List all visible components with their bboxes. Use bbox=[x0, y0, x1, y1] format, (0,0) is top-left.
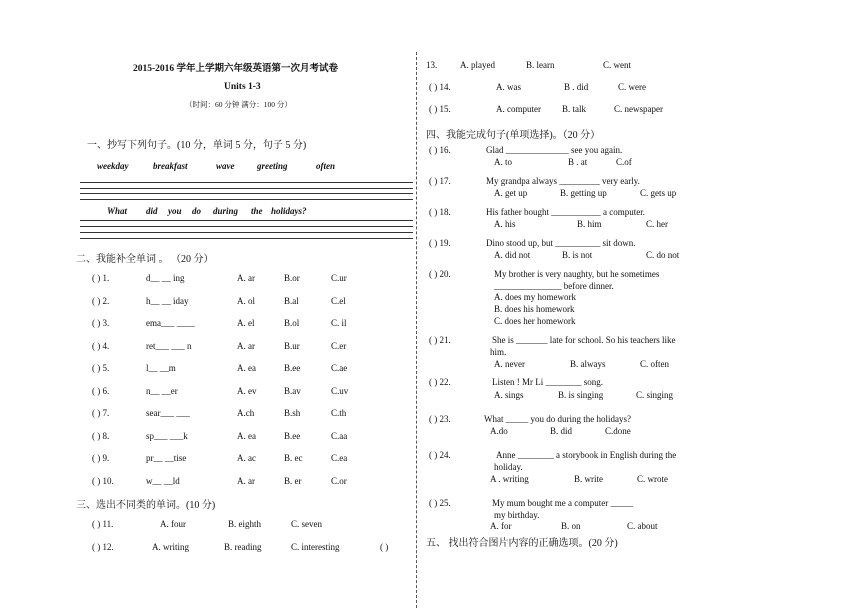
option-c: C. went bbox=[603, 60, 631, 70]
option-a: A. to bbox=[494, 157, 512, 167]
word-blank: pr__ __tise bbox=[146, 453, 187, 463]
option-a: A. four bbox=[160, 519, 186, 529]
option-b: B. is singing bbox=[558, 390, 604, 400]
option-c: C.ea bbox=[331, 453, 348, 463]
question-stem: Listen ! Mr Li ________ song. bbox=[492, 377, 603, 387]
word-blank: h__ __ iday bbox=[146, 295, 189, 306]
option-b: B.ol bbox=[284, 318, 300, 328]
answer-blank[interactable]: ( ) 5. bbox=[92, 363, 110, 373]
option-c: C. il bbox=[331, 318, 347, 328]
option-a: A. ar bbox=[237, 340, 255, 351]
option-a: A. sings bbox=[494, 390, 524, 400]
answer-blank[interactable]: ( ) 7. bbox=[92, 408, 110, 418]
copy-word: weekday bbox=[97, 161, 129, 171]
answer-blank[interactable]: ( ) 12. bbox=[92, 542, 114, 552]
copy-word: greeting bbox=[257, 161, 288, 171]
answer-blank[interactable]: ( ) 3. bbox=[92, 318, 110, 328]
option-a: A. ea bbox=[237, 430, 256, 441]
option-c: C.aa bbox=[331, 430, 348, 441]
exam-info: （时间：60 分钟 满分：100 分） bbox=[185, 100, 292, 109]
option-a: A. for bbox=[490, 521, 512, 531]
option-c: C. were bbox=[618, 82, 646, 92]
answer-blank[interactable]: ( ) 20. bbox=[429, 269, 451, 279]
option-a: A. ar bbox=[237, 273, 255, 283]
option-b: B.sh bbox=[284, 408, 301, 418]
option-a: A. never bbox=[494, 359, 525, 369]
copy-sentence-word: during bbox=[213, 206, 239, 216]
option-a: A. ea bbox=[237, 363, 256, 373]
answer-blank[interactable]: ( ) bbox=[380, 542, 389, 552]
option-c: C.done bbox=[605, 426, 631, 436]
option-c: C. newspaper bbox=[614, 104, 663, 114]
option-b: B. does his homework bbox=[494, 304, 575, 314]
option-c: C.th bbox=[331, 408, 347, 418]
question-stem: What _____ you do during the holidays? bbox=[484, 414, 631, 424]
option-c: C. singing bbox=[636, 390, 674, 400]
option-c: C. her bbox=[646, 219, 668, 229]
answer-blank[interactable]: ( ) 8. bbox=[92, 430, 110, 441]
question-stem-continued: him. bbox=[490, 347, 507, 357]
option-c: C.or bbox=[331, 475, 347, 486]
section-3-heading: 三、选出不同类的单词。(10 分) bbox=[76, 500, 216, 511]
answer-blank[interactable]: ( ) 22. bbox=[429, 377, 451, 387]
option-a: A . writing bbox=[490, 474, 529, 484]
answer-blank[interactable]: ( ) 4. bbox=[92, 340, 110, 351]
copy-sentence-word: do bbox=[192, 206, 201, 216]
option-b: B.av bbox=[284, 385, 301, 396]
option-a: A. ac bbox=[237, 453, 256, 463]
option-b: B. on bbox=[561, 521, 581, 531]
option-b: B . at bbox=[568, 157, 588, 167]
option-c: C.ur bbox=[331, 273, 347, 283]
answer-blank[interactable]: ( ) 24. bbox=[429, 450, 451, 460]
option-b: B. eighth bbox=[228, 519, 261, 529]
option-a: A. his bbox=[494, 219, 516, 229]
option-b: B.ur bbox=[284, 340, 300, 351]
option-c: C. seven bbox=[291, 519, 322, 529]
question-stem: She is _______ late for school. So his teachers like bbox=[492, 335, 676, 345]
option-c: C.ae bbox=[331, 363, 348, 373]
column-divider bbox=[416, 52, 417, 608]
option-b: B. always bbox=[570, 359, 606, 369]
section-2-heading: 二、我能补全单词 。 （20 分） bbox=[76, 254, 214, 265]
word-blank: d__ __ ing bbox=[146, 273, 185, 283]
word-blank: sp___ ___k bbox=[146, 430, 188, 441]
copy-sentence-word: did bbox=[146, 206, 158, 216]
answer-blank[interactable]: ( ) 10. bbox=[92, 475, 114, 486]
answer-blank[interactable]: ( ) 21. bbox=[429, 335, 451, 345]
option-b: B.al bbox=[284, 295, 299, 306]
question-number: 13. bbox=[426, 60, 438, 70]
option-a: A. ol bbox=[237, 295, 255, 306]
question-stem: My mum bought me a computer _____ bbox=[492, 498, 633, 508]
option-c: C.of bbox=[616, 157, 632, 167]
answer-blank[interactable]: ( ) 14. bbox=[429, 82, 451, 92]
option-a: A. computer bbox=[496, 104, 541, 114]
option-b: B. er bbox=[284, 475, 302, 486]
option-b: B. did bbox=[550, 426, 573, 436]
option-b: B. getting up bbox=[560, 188, 607, 198]
copy-sentence-word: you bbox=[168, 206, 182, 216]
option-a: A. did not bbox=[494, 250, 531, 260]
answer-blank[interactable]: ( ) 19. bbox=[429, 238, 451, 248]
writing-line bbox=[80, 226, 413, 227]
option-a: A. el bbox=[237, 318, 255, 328]
option-b: B. him bbox=[577, 219, 602, 229]
option-b: B . did bbox=[564, 82, 589, 92]
option-c: C. about bbox=[627, 521, 658, 531]
section-4-heading: 四、我能完成句子(单项选择)。（20 分） bbox=[426, 130, 601, 141]
answer-blank[interactable]: ( ) 25. bbox=[429, 498, 451, 508]
exam-title: 2015-2016 学年上学期六年级英语第一次月考试卷 bbox=[133, 64, 339, 74]
option-a: A. does my homework bbox=[494, 292, 576, 302]
question-stem: My grandpa always _________ very early. bbox=[486, 176, 640, 186]
question-stem-continued: _______________ before dinner. bbox=[494, 281, 614, 291]
question-stem: Glad ______________ see you again. bbox=[486, 145, 623, 155]
answer-blank[interactable]: ( ) 9. bbox=[92, 453, 110, 463]
option-b: B. learn bbox=[526, 60, 555, 70]
option-b: B.or bbox=[284, 273, 300, 283]
word-blank: w__ __ld bbox=[146, 475, 180, 486]
question-stem: My brother is very naughty, but he sometimes bbox=[494, 269, 660, 279]
word-blank: l__ __m bbox=[146, 363, 176, 373]
answer-blank[interactable]: ( ) 1. bbox=[92, 273, 110, 283]
question-stem: Dino stood up, but __________ sit down. bbox=[486, 238, 636, 248]
copy-word: wave bbox=[216, 161, 235, 171]
option-a: A. was bbox=[496, 82, 521, 92]
answer-blank[interactable]: ( ) 16. bbox=[429, 145, 451, 155]
copy-word: often bbox=[316, 161, 335, 171]
copy-word: breakfast bbox=[153, 161, 188, 171]
copy-sentence-word: the bbox=[251, 206, 263, 216]
option-a: A.ch bbox=[237, 408, 255, 418]
option-a: A. ev bbox=[237, 385, 257, 396]
option-c: C. do not bbox=[646, 250, 680, 260]
question-stem: His father bought ___________ a computer. bbox=[486, 207, 645, 217]
answer-blank[interactable]: ( ) 15. bbox=[429, 104, 451, 114]
answer-blank[interactable]: ( ) 11. bbox=[92, 519, 114, 529]
option-c: C. gets up bbox=[640, 188, 677, 198]
option-b: B. write bbox=[574, 474, 603, 484]
answer-blank[interactable]: ( ) 18. bbox=[429, 207, 451, 217]
option-b: B.ee bbox=[284, 430, 301, 441]
option-c: C. wrote bbox=[637, 474, 668, 484]
option-c: C.el bbox=[331, 295, 346, 306]
answer-blank[interactable]: ( ) 23. bbox=[429, 414, 451, 424]
option-c: C. interesting bbox=[291, 542, 340, 552]
writing-line bbox=[80, 193, 413, 194]
writing-line bbox=[80, 188, 413, 189]
writing-line bbox=[80, 182, 413, 183]
writing-line bbox=[80, 199, 413, 200]
answer-blank[interactable]: ( ) 2. bbox=[92, 295, 110, 306]
option-c: C. does her homework bbox=[494, 316, 576, 326]
option-a: A. played bbox=[460, 60, 495, 70]
answer-blank[interactable]: ( ) 17. bbox=[429, 176, 451, 186]
option-a: A. writing bbox=[152, 542, 189, 552]
writing-line bbox=[80, 232, 413, 233]
option-c: C.er bbox=[331, 340, 347, 351]
word-blank: ema___ ____ bbox=[146, 318, 195, 328]
option-b: B. reading bbox=[224, 542, 262, 552]
exam-units: Units 1-3 bbox=[224, 82, 261, 92]
option-b: B. talk bbox=[562, 104, 586, 114]
section-5-heading: 五、 找出符合图片内容的正确选项。(20 分) bbox=[426, 538, 618, 549]
section-1-heading: 一、抄写下列句子。(10 分，单词 5 分，句子 5 分) bbox=[87, 140, 307, 151]
word-blank: ret___ ___ n bbox=[146, 340, 192, 351]
question-stem-continued: my birthday. bbox=[494, 510, 540, 520]
word-blank: n__ __er bbox=[146, 385, 178, 396]
question-stem-continued: holiday. bbox=[494, 462, 523, 472]
writing-line bbox=[80, 220, 413, 221]
option-b: B.ee bbox=[284, 363, 301, 373]
copy-sentence-word: What bbox=[107, 206, 128, 216]
option-b: B. is not bbox=[562, 250, 593, 260]
word-blank: sear___ ___ bbox=[146, 408, 190, 418]
option-a: A. get up bbox=[494, 188, 528, 198]
option-c: C.uv bbox=[331, 385, 349, 396]
option-b: B. ec bbox=[284, 453, 303, 463]
copy-sentence-word: holidays? bbox=[271, 206, 307, 216]
question-stem: Anne ________ a storybook in English during the bbox=[496, 450, 677, 460]
option-a: A.do bbox=[490, 426, 508, 436]
answer-blank[interactable]: ( ) 6. bbox=[92, 385, 110, 396]
option-c: C. often bbox=[640, 359, 669, 369]
option-a: A. ar bbox=[237, 475, 255, 486]
writing-line bbox=[80, 238, 413, 239]
